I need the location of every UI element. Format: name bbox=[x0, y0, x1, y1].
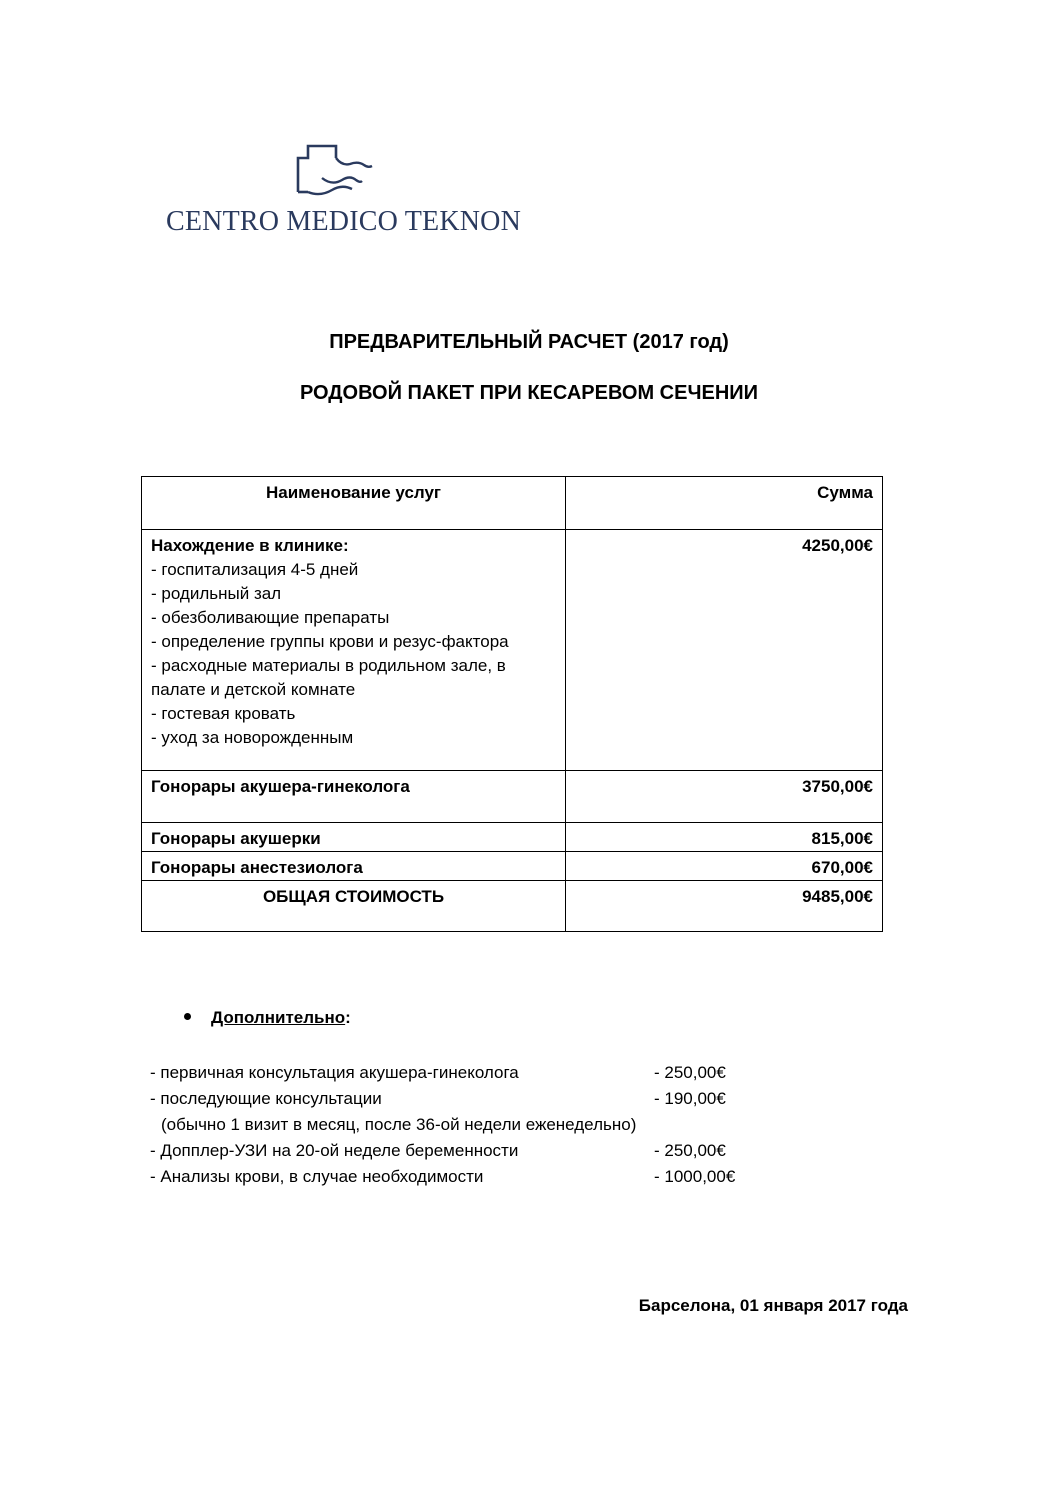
extra-amount: - 250,00€ bbox=[654, 1063, 726, 1082]
extra-text: - Допплер-УЗИ на 20-ой неделе беременности bbox=[150, 1141, 519, 1160]
anesthesiologist-label: Гонорары анестезиолога bbox=[142, 852, 566, 881]
table-row bbox=[142, 530, 883, 771]
list-item: - уход за новорожденным bbox=[151, 728, 354, 747]
extra-text: - последующие консультации bbox=[150, 1089, 382, 1108]
extras-heading-colon: : bbox=[345, 1008, 351, 1027]
extra-amount: - 250,00€ bbox=[654, 1141, 726, 1160]
header-amount: Сумма bbox=[566, 477, 883, 530]
extra-note: (обычно 1 визит в месяц, после 36-ой недели еженедельно) bbox=[161, 1115, 637, 1134]
list-item: - расходные материалы в родильном зале, в палате и детской комнате bbox=[151, 656, 506, 699]
price-table bbox=[141, 476, 883, 932]
stay-title: Нахождение в клинике: bbox=[151, 536, 349, 555]
anesthesiologist-amount: 670,00€ bbox=[566, 852, 883, 881]
logo-text: CENTRO MEDICO TEKNON bbox=[166, 206, 522, 237]
stay-amount: 4250,00€ bbox=[566, 530, 883, 771]
place-and-date: Барселона, 01 января 2017 года bbox=[638, 1296, 908, 1315]
extra-text: - первичная консультация акушера-гинеколога bbox=[150, 1063, 519, 1082]
total-row bbox=[142, 881, 883, 932]
list-item: - определение группы крови и резус-фактора bbox=[151, 632, 509, 651]
list-item: - обезболивающие препараты bbox=[151, 608, 390, 627]
extras-heading bbox=[184, 1008, 351, 1028]
document-title: ПРЕДВАРИТЕЛЬНЫЙ РАСЧЕТ (2017 год) bbox=[329, 331, 729, 353]
extra-text: - Анализы крови, в случае необходимости bbox=[150, 1167, 484, 1186]
midwife-label: Гонорары акушерки bbox=[142, 823, 566, 852]
total-label: ОБЩАЯ СТОИМОСТЬ bbox=[142, 881, 566, 932]
extra-amount: - 190,00€ bbox=[654, 1089, 726, 1108]
header-service: Наименование услуг bbox=[142, 477, 566, 530]
stay-cell bbox=[142, 530, 566, 771]
table-header-row bbox=[142, 477, 883, 530]
obstetrician-label: Гонорары акушера-гинеколога bbox=[142, 771, 566, 823]
document-subtitle: РОДОВОЙ ПАКЕТ ПРИ КЕСАРЕВОМ СЕЧЕНИИ bbox=[299, 382, 759, 404]
table-row bbox=[142, 823, 883, 852]
total-amount: 9485,00€ bbox=[566, 881, 883, 932]
clinic-logo bbox=[166, 140, 522, 240]
bullet-icon bbox=[184, 1013, 191, 1020]
table-row bbox=[142, 771, 883, 823]
table-row bbox=[142, 852, 883, 881]
extras-heading-text: Дополнительно bbox=[211, 1008, 346, 1027]
list-item: - госпитализация 4-5 дней bbox=[151, 560, 359, 579]
extra-amount: - 1000,00€ bbox=[654, 1167, 736, 1186]
obstetrician-amount: 3750,00€ bbox=[566, 771, 883, 823]
midwife-amount: 815,00€ bbox=[566, 823, 883, 852]
cross-waves-icon bbox=[296, 144, 376, 198]
list-item: - гостевая кровать bbox=[151, 704, 296, 723]
list-item: - родильный зал bbox=[151, 584, 282, 603]
